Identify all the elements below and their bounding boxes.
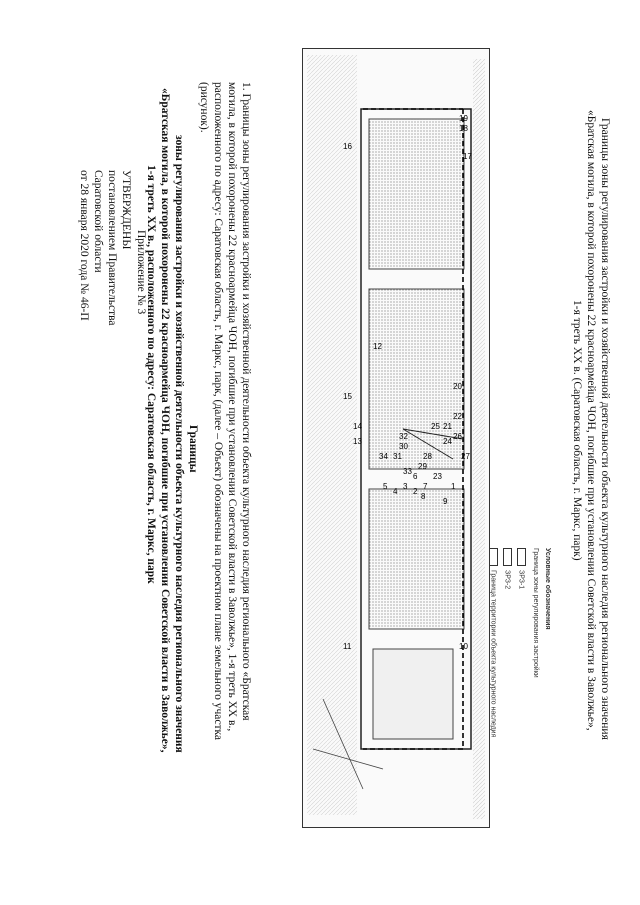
map-point-label: 34 xyxy=(379,452,388,461)
map-point-label: 8 xyxy=(421,492,426,501)
map-point-label: 21 xyxy=(443,422,452,431)
map-point-label: 3 xyxy=(403,482,408,491)
map-point-label: 28 xyxy=(423,452,432,461)
map-point-label: 16 xyxy=(343,142,352,151)
map-point-label: 1 xyxy=(451,482,456,491)
approved-stamp: УТВЕРЖДЕНЫ xyxy=(120,170,132,250)
map-point-label: 20 xyxy=(453,382,462,391)
map-point-label: 33 xyxy=(403,467,412,476)
map-point-label: 5 xyxy=(383,482,388,491)
map-point-label: 11 xyxy=(343,642,352,651)
map-point-label: 25 xyxy=(431,422,440,431)
paragraph-line-4: (рисунок). xyxy=(198,82,210,133)
title-line-3: 1-я треть XX в., расположенного по адресу: Саратовская область, г. Маркс, парк xyxy=(145,165,157,584)
decree-line-2: Саратовской области xyxy=(92,170,104,273)
paragraph-line-2: могила, в которой похоронены 22 красноармейца ЧОН, погибшие при установлении Советской власти в Заволжье», 1-я треть XX в., xyxy=(226,82,238,732)
caption-line-2: «Братская могила, в которой похоронены 22 красноармейца ЧОН, погибшие при установлении Советской власти в Заволжье», xyxy=(585,110,597,731)
paragraph-line-3: расположенного по адресу: Саратовская область, г. Маркс, парк, (далее – Объект) обозначены на проектном плане земельного участка xyxy=(212,82,224,741)
map-point-label: 31 xyxy=(393,452,402,461)
heritage-boundary-icon xyxy=(489,548,498,566)
map-point-label: 24 xyxy=(443,437,452,446)
map-point-label: 15 xyxy=(343,392,352,401)
site-plan-map xyxy=(302,48,490,828)
zrz1-swatch-icon xyxy=(517,548,526,566)
zrz2-swatch-icon xyxy=(503,548,512,566)
map-point-label: 7 xyxy=(423,482,428,491)
caption-line-1: Границы зоны регулирования застройки и хозяйственной деятельности объекта культурного наследия регионального значения xyxy=(599,118,611,740)
map-point-label: 23 xyxy=(433,472,442,481)
map-point-label: 12 xyxy=(373,342,382,351)
legend-item: ЗРЗ-1 xyxy=(517,548,526,589)
map-point-label: 29 xyxy=(418,462,427,471)
map-point-label: 2 xyxy=(413,487,418,496)
decree-line-1: постановлением Правительства xyxy=(106,170,118,326)
site-plan-drawing xyxy=(303,49,489,827)
map-point-label: 18 xyxy=(459,124,468,133)
decree-line-3: от 28 января 2020 года № 46-П xyxy=(78,170,90,321)
caption-line-3: 1-я треть XX в. (Саратовская область, г. Маркс, парк) xyxy=(571,300,583,561)
map-point-label: 19 xyxy=(459,114,468,123)
map-point-label: 4 xyxy=(393,487,398,496)
map-point-label: 14 xyxy=(353,422,362,431)
map-point-label: 30 xyxy=(399,442,408,451)
map-point-label: 10 xyxy=(459,642,468,651)
map-point-label: 27 xyxy=(461,452,470,461)
map-legend xyxy=(490,548,558,808)
legend-item: Граница территории объекта культурного наследия xyxy=(489,548,498,737)
map-point-label: 17 xyxy=(463,152,472,161)
map-point-label: 22 xyxy=(453,412,462,421)
map-point-label: 9 xyxy=(443,497,448,506)
title-line-1: зоны регулирования застройки и хозяйственной деятельности объекта культурного наследия регионального значения xyxy=(173,135,185,753)
legend-title: Условные обозначения xyxy=(544,548,551,630)
map-point-label: 13 xyxy=(353,437,362,446)
title-heading: Границы xyxy=(187,425,199,473)
map-point-label: 32 xyxy=(399,432,408,441)
map-point-label: 6 xyxy=(413,472,418,481)
legend-item: Граница зоны регулирования застройки xyxy=(532,548,539,678)
paragraph-line-1: 1. Границы зоны регулирования застройки и хозяйственной деятельности объекта культурного наследия регионального «Братская xyxy=(240,82,252,721)
map-point-label: 26 xyxy=(453,432,462,441)
appendix-number: Приложение № 3 xyxy=(135,230,147,315)
legend-item: ЗРЗ-2 xyxy=(503,548,512,589)
title-line-2: «Братская могила, в которой похоронены 22 красноармейца ЧОН, погибшие при установлении Советской власти в Заволжье», xyxy=(159,88,171,753)
